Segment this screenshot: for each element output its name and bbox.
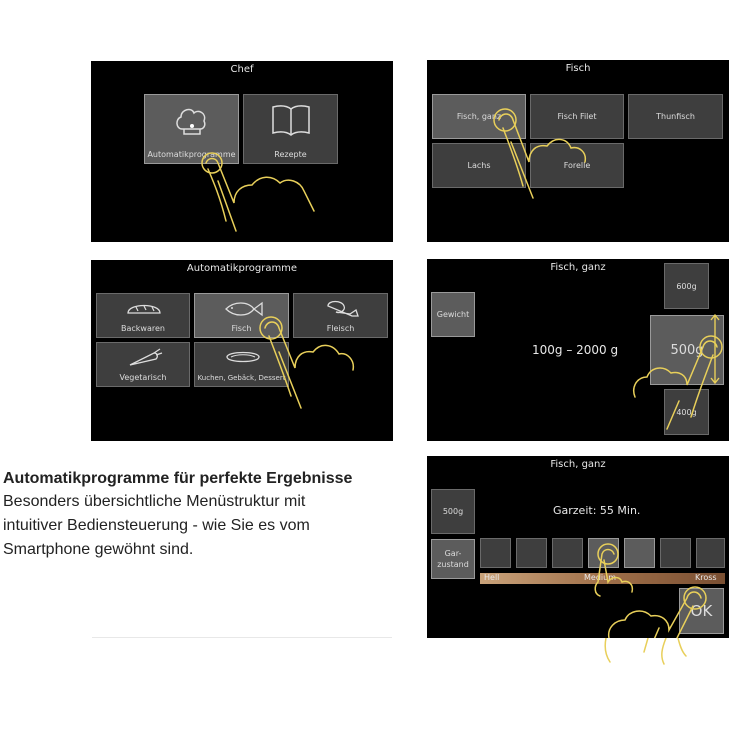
tile-label: Gar- zustand	[437, 549, 469, 569]
doneness-steps	[480, 538, 725, 568]
tile-label: 600g	[676, 282, 697, 291]
doneness-step[interactable]	[480, 538, 511, 568]
caption-body: Besonders übersichtliche Menüstruktur mit intuitiver Bediensteuerung - wie Sie es vom Smartphone gewöhnt sind.	[3, 493, 310, 558]
screen-title: Fisch, ganz	[550, 262, 606, 273]
tile-label: 400g	[676, 408, 697, 417]
divider	[92, 637, 392, 638]
tile-label: Fisch Filet	[557, 112, 597, 121]
tile-label: Rezepte	[274, 150, 307, 159]
doneness-step[interactable]	[696, 538, 725, 568]
tile-label: 500g	[442, 507, 464, 516]
tile-label: Gewicht	[436, 310, 470, 319]
tile-lachs[interactable]	[432, 143, 526, 188]
doneness-step[interactable]	[624, 538, 655, 568]
screen-title: Fisch	[565, 63, 591, 74]
tile-fleisch[interactable]	[293, 293, 388, 338]
tile-label: Automatikprogramme	[147, 150, 236, 159]
tile-label: OK	[690, 602, 713, 620]
tile-kuchen-gebaeck-dessert[interactable]	[194, 342, 289, 387]
tile-label: 500g	[670, 343, 704, 358]
screen-gewicht	[427, 259, 729, 441]
ok-button[interactable]	[679, 588, 724, 634]
tile-label: Fisch, ganz	[456, 112, 502, 121]
tile-fisch-ganz[interactable]	[432, 94, 526, 139]
tile-rezepte[interactable]	[243, 94, 338, 164]
garzustand-button[interactable]	[431, 539, 475, 579]
tile-vegetarisch[interactable]	[96, 342, 190, 387]
weight-option-400g[interactable]	[664, 389, 709, 435]
tile-automatikprogramme[interactable]	[144, 94, 239, 164]
book-icon	[269, 101, 313, 141]
screen-chef	[91, 61, 393, 242]
bread-icon	[124, 299, 164, 319]
tile-label: Vegetarisch	[119, 373, 167, 382]
drumstick-icon	[322, 298, 362, 320]
screen-title: Chef	[230, 64, 254, 75]
doneness-step[interactable]	[552, 538, 583, 568]
doneness-step[interactable]	[588, 538, 619, 568]
screen-fisch	[427, 60, 729, 242]
doneness-step[interactable]	[516, 538, 547, 568]
tile-forelle[interactable]	[530, 143, 624, 188]
hand-pointer-icon	[600, 638, 710, 668]
tile-thunfisch[interactable]	[628, 94, 723, 139]
tile-label: Kuchen, Gebäck, Dessert	[197, 374, 286, 382]
cook-time: Garzeit: 55 Min.	[553, 504, 641, 517]
weight-range: 100g – 2000 g	[532, 343, 619, 357]
tile-backwaren[interactable]	[96, 293, 190, 338]
fish-icon	[220, 299, 264, 319]
scale-label-kross: Kross	[695, 573, 717, 582]
caption	[3, 468, 363, 562]
tile-label: Forelle	[563, 161, 591, 170]
carrot-icon	[124, 347, 164, 369]
scale-label-medium: Medium	[584, 573, 616, 582]
doneness-step[interactable]	[660, 538, 691, 568]
tile-fisch-filet[interactable]	[530, 94, 624, 139]
tile-label: Fisch	[231, 324, 252, 333]
caption-headline: Automatikprogramme für perfekte Ergebnisse	[3, 470, 353, 487]
tile-label: Thunfisch	[656, 112, 695, 121]
cake-icon	[223, 347, 263, 369]
screen-automatikprogramme	[91, 260, 393, 441]
scroll-arrows-icon	[709, 313, 721, 385]
gewicht-button[interactable]	[431, 292, 475, 337]
weight-option-600g[interactable]	[664, 263, 709, 309]
tile-label: Fleisch	[326, 324, 355, 333]
tile-label: Lachs	[467, 161, 491, 170]
screen-title: Automatikprogramme	[186, 263, 298, 274]
tile-label: Backwaren	[121, 324, 165, 333]
screen-garzustand	[427, 456, 729, 638]
hand-pointer-icon	[196, 151, 336, 241]
screen-title: Fisch, ganz	[550, 459, 606, 470]
weight-500g-button[interactable]	[431, 489, 475, 534]
scale-label-hell: Hell	[484, 573, 500, 582]
chef-hat-icon	[172, 101, 212, 141]
tile-fisch[interactable]	[194, 293, 289, 338]
